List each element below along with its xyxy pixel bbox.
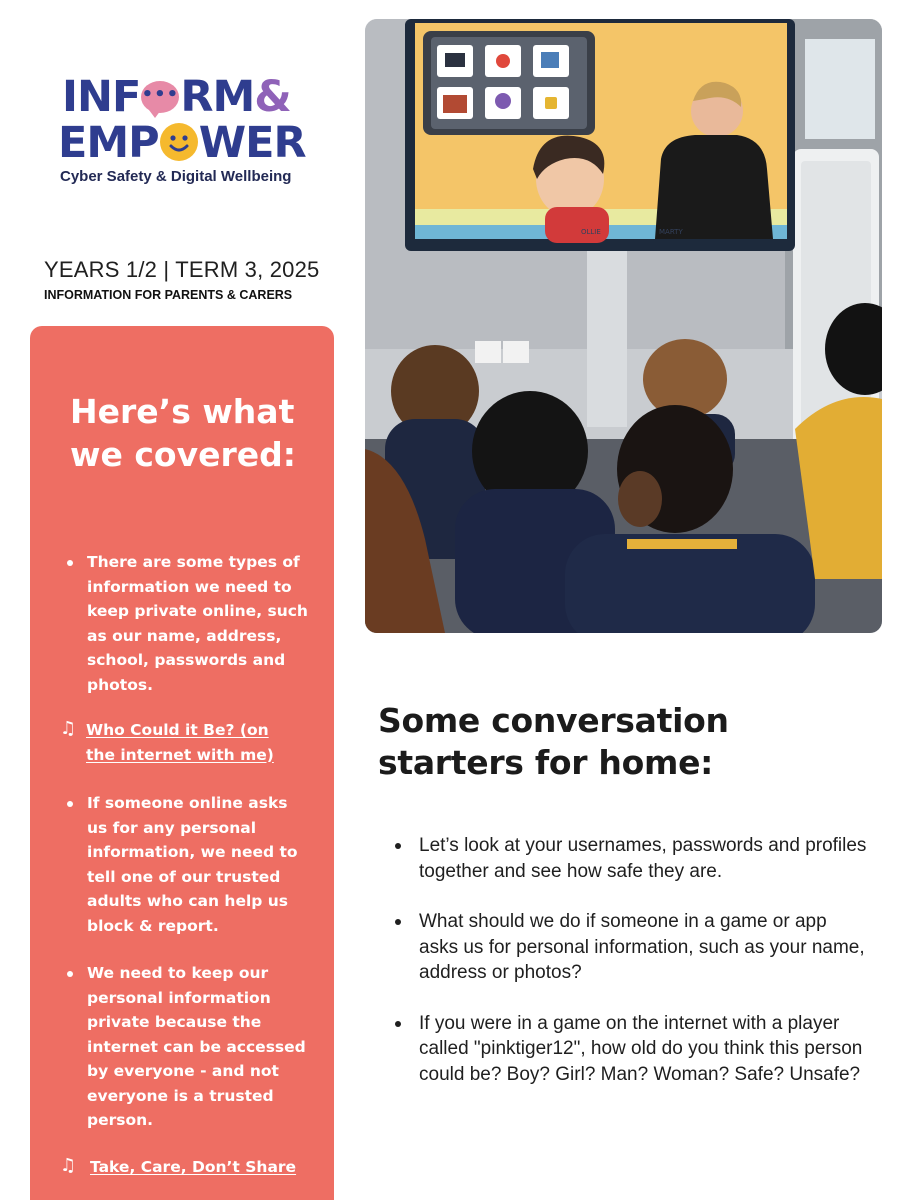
music-note-icon: ♫	[60, 1155, 77, 1176]
song-link-label[interactable]: Take, Care, Don’t Share	[90, 1158, 297, 1176]
inform-empower-logo	[58, 64, 308, 194]
logo-text: RM	[180, 72, 255, 122]
logo-text: EMP	[58, 118, 159, 168]
conversation-item: If you were in a game on the internet with a player called "pinktiger12", how old do you think this person could be? Boy? Girl? Man? Woman? Safe? Unsafe?	[419, 1011, 869, 1088]
covered-item: We need to keep our personal information private because the internet can be accessed by everyone - and not everyone is a trusted person.	[87, 961, 312, 1133]
music-note-icon: ♫	[60, 718, 77, 739]
conversation-item: Let’s look at your usernames, passwords and profiles together and see how safe they are.	[419, 833, 869, 884]
covered-topics-panel	[30, 326, 334, 1200]
logo-text: WER	[198, 118, 306, 168]
audience-subtitle: INFORMATION FOR PARENTS & CARERS	[44, 288, 293, 302]
logo-word-empower	[58, 118, 306, 168]
classroom-photo	[365, 19, 882, 633]
screen-label: MARTY	[659, 228, 683, 236]
logo-text: INF	[62, 72, 141, 122]
panel-heading: Here’s what we covered:	[70, 392, 296, 474]
song-link-label[interactable]: Who Could it Be? (on the internet with me)	[86, 721, 274, 764]
covered-list	[87, 961, 312, 1133]
song-link-who-could-it-be[interactable]	[60, 718, 320, 767]
screen-label: OLLIE	[581, 228, 601, 236]
classroom-illustration	[365, 19, 882, 633]
term-title: YEARS 1/2 | TERM 3, 2025	[44, 257, 320, 282]
conversation-item: What should we do if someone in a game or app asks us for personal information, such as your name, address or photos?	[419, 909, 869, 986]
covered-list	[87, 550, 312, 697]
logo-word-inform	[62, 72, 291, 122]
covered-item: There are some types of information we need to keep private online, such as our name, address, school, passwords and photos.	[87, 550, 312, 697]
song-link-take-care-dont-share[interactable]	[60, 1155, 330, 1180]
smiley-face-icon	[160, 123, 198, 161]
logo-ampersand: &	[254, 72, 291, 122]
covered-item: If someone online asks us for any personal information, we need to tell one of our trusted adults who can help us block & report.	[87, 791, 312, 938]
speech-bubble-icon: •••	[141, 81, 179, 113]
covered-list	[87, 791, 312, 938]
conversation-list	[419, 833, 869, 1112]
conversation-heading: Some conversation starters for home:	[378, 701, 729, 782]
logo-tagline: Cyber Safety & Digital Wellbeing	[60, 168, 292, 185]
